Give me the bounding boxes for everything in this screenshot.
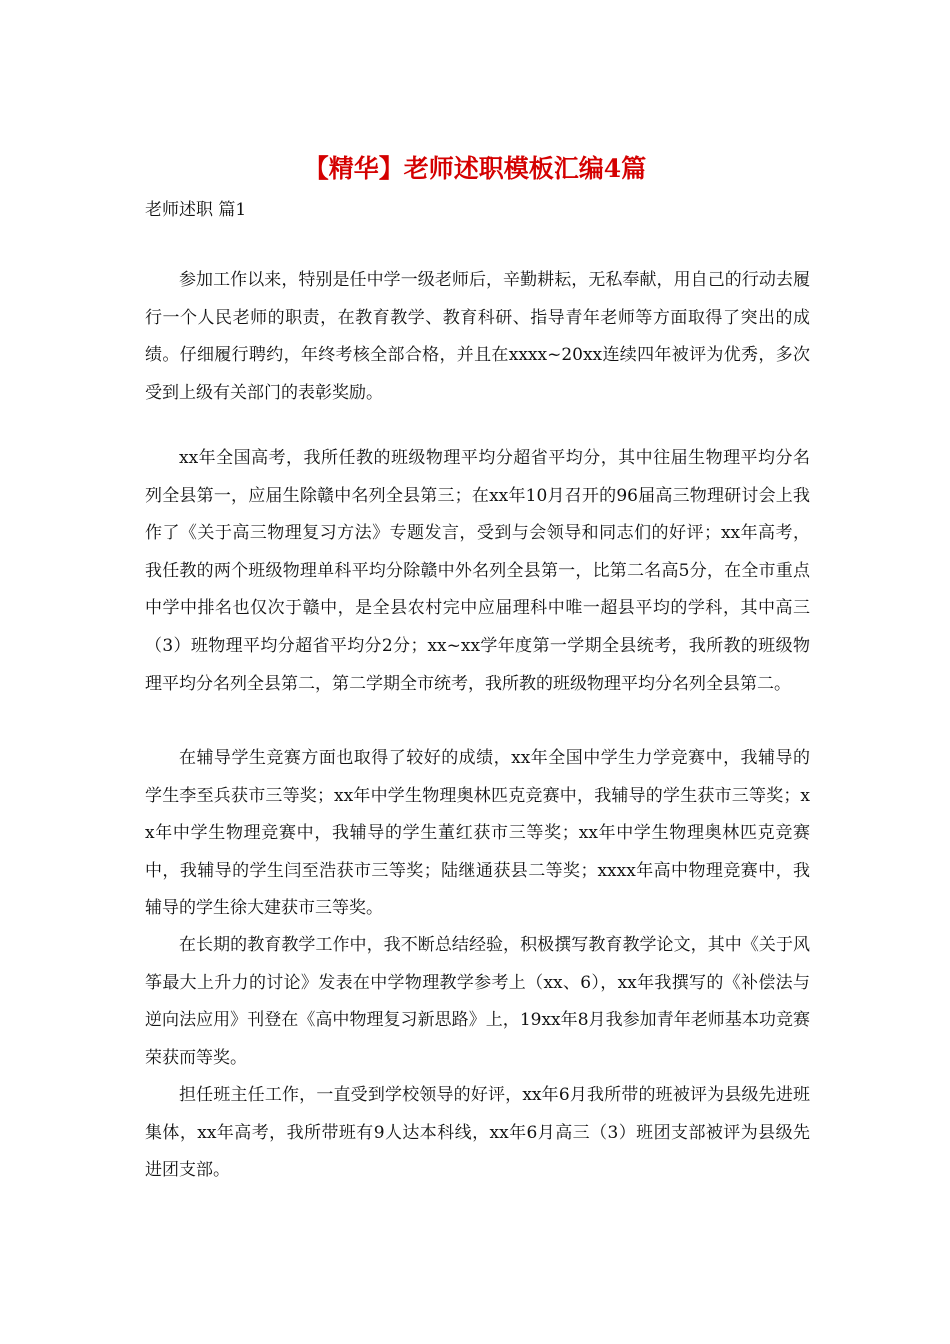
paragraph-3 [145,740,810,928]
paragraph-text: xx年全国高考，我所任教的班级物理平均分超省平均分，其中往届生物理平均分名列全县第一，应届生除赣中名列全县第三；在xx年10月召开的96届高三物理研讨会上我作了《关于高三物理复习方法》专题发言，受到与会领导和同志们的好评；xx年高考，我任教的两个班级物理单科平均分除赣中外名列全县第一，比第二名高5分，在全市重点中学中排名也仅次于赣中，是全县农村完中应届理科中唯一超县平均的学科，其中高三（3）班物理平均分超省平均分2分；xx~xx学年度第一学期全县统考，我所教的班级物理平均分名列全县第二，第二学期全市统考，我所教的班级物理平均分名列全县第二。 [145,448,810,694]
paragraph-text: 担任班主任工作，一直受到学校领导的好评，xx年6月我所带的班被评为县级先进班集体，xx年高考，我所带班有9人达本科线，xx年6月高三（3）班团支部被评为县级先进团支部。 [145,1085,810,1181]
document-title: 【精华】老师述职模板汇编4篇 [303,154,647,183]
paragraph-1 [145,262,810,412]
paragraph-5 [145,1077,810,1190]
paragraph-text: 在长期的教育教学工作中，我不断总结经验，积极撰写教育教学论文，其中《关于风筝最大上升力的讨论》发表在中学物理教学参考上（xx、6），xx年我撰写的《补偿法与逆向法应用》刊登在《高中物理复习新思路》上，19xx年8月我参加青年老师基本功竞赛荣获而等奖。 [145,935,810,1068]
paragraph-2 [145,440,810,703]
section-heading: 老师述职 篇1 [145,200,247,220]
paragraph-text: 参加工作以来，特别是任中学一级老师后，辛勤耕耘，无私奉献，用自己的行动去履行一个人民老师的职责，在教育教学、教育科研、指导青年老师等方面取得了突出的成绩。仔细履行聘约，年终考核全部合格，并且在xxxx~20xx连续四年被评为优秀，多次受到上级有关部门的表彰奖励。 [145,270,810,403]
paragraph-text: 在辅导学生竞赛方面也取得了较好的成绩，xx年全国中学生力学竞赛中，我辅导的学生李至兵获市三等奖；xx年中学生物理奥林匹克竞赛中，我辅导的学生获市三等奖；xx年中学生物理竞赛中，我辅导的学生董红获市三等奖；xx年中学生物理奥林匹克竞赛中，我辅导的学生闫至浩获市三等奖；陆继通获县二等奖；xxxx年高中物理竞赛中，我辅导的学生徐大建获市三等奖。 [145,748,810,919]
paragraph-4 [145,927,810,1077]
